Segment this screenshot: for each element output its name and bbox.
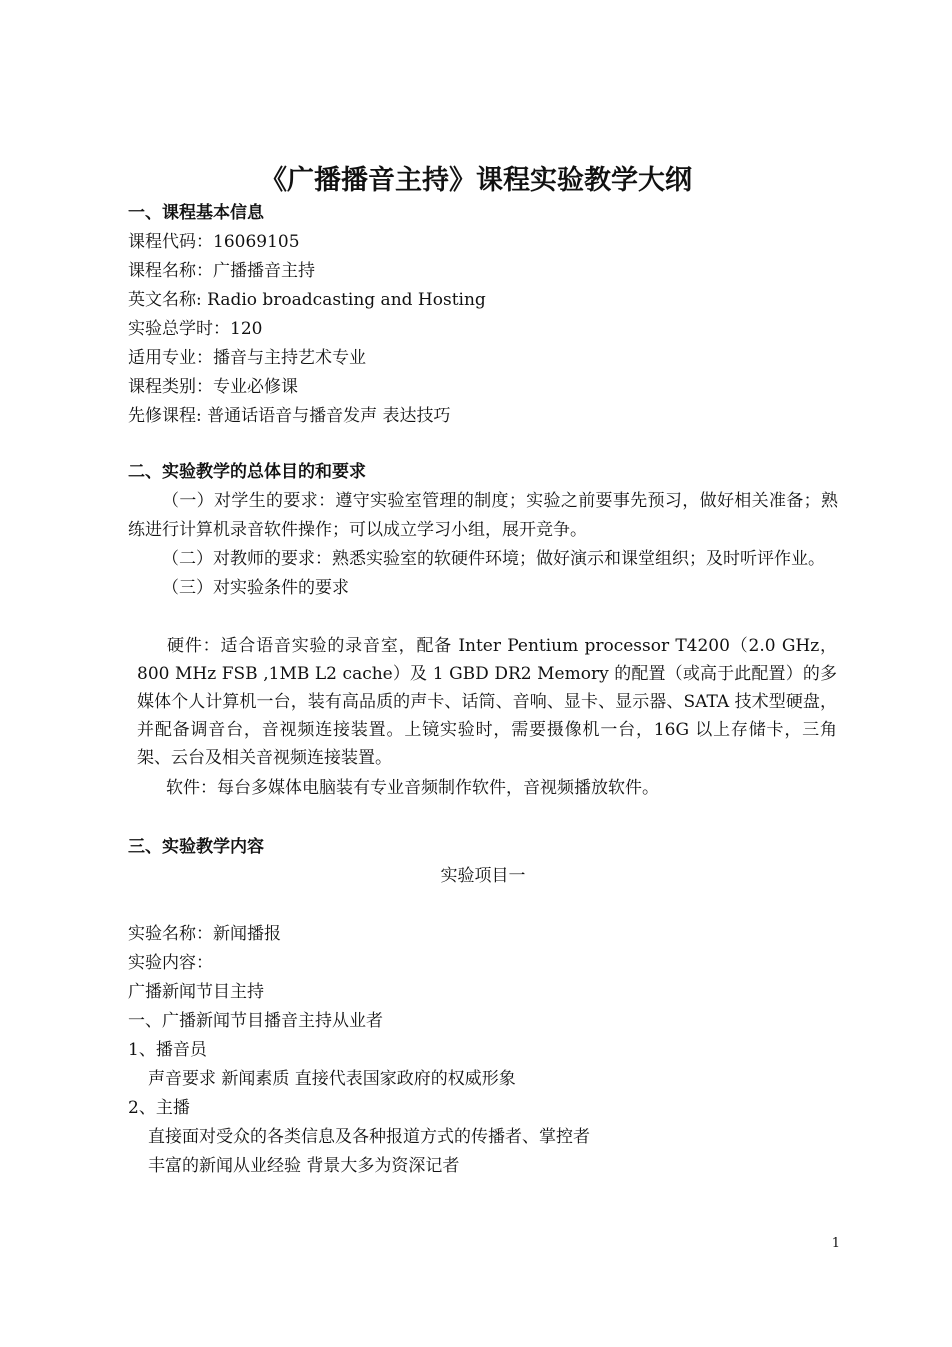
experiment-content-label: 实验内容： xyxy=(128,953,213,973)
prerequisites: 先修课程: 普通话语音与播音发声 表达技巧 xyxy=(128,406,451,426)
course-category: 课程类别：专业必修课 xyxy=(128,377,298,397)
anchor-detail-1: 直接面对受众的各类信息及各种报道方式的传播者、掌控者 xyxy=(148,1127,590,1147)
teacher-requirements: （二）对教师的要求：熟悉实验室的软硬件环境；做好演示和课堂组织；及时听评作业。 xyxy=(162,549,825,569)
page-number: 1 xyxy=(831,1236,840,1251)
section-heading: 一、课程基本信息 xyxy=(128,203,264,223)
announcer-detail: 声音要求 新闻素质 直接代表国家政府的权威形象 xyxy=(148,1069,516,1089)
section-content xyxy=(128,833,838,891)
experiment-details xyxy=(128,920,838,1181)
software-block xyxy=(128,774,838,803)
item-announcer: 1、播音员 xyxy=(128,1040,207,1060)
total-hours: 实验总学时：120 xyxy=(128,319,263,339)
experiment-name: 实验名称：新闻播报 xyxy=(128,924,281,944)
major: 适用专业：播音与主持艺术专业 xyxy=(128,348,366,368)
project-title: 实验项目一 xyxy=(440,866,526,886)
hardware-block xyxy=(137,632,837,772)
student-requirements: （一）对学生的要求：遵守实验室管理的制度；实验之前要事先预习，做好相关准备；熟练进行计算机录音软件操作；可以成立学习小组，展开竞争。 xyxy=(128,491,838,540)
item-anchor: 2、主播 xyxy=(128,1098,190,1118)
lab-conditions-heading: （三）对实验条件的要求 xyxy=(162,578,349,598)
course-name: 课程名称：广播播音主持 xyxy=(128,261,315,281)
section-goals xyxy=(128,458,838,603)
section-heading: 二、实验教学的总体目的和要求 xyxy=(128,462,366,482)
section-heading: 三、实验教学内容 xyxy=(128,837,264,857)
section-basic-info xyxy=(128,199,838,431)
document-title: 《广播播音主持》课程实验教学大纲 xyxy=(260,165,692,196)
subsection-heading: 一、广播新闻节目播音主持从业者 xyxy=(128,1011,383,1031)
hardware-paragraph: 硬件：适合语音实验的录音室，配备 Inter Pentium processor T4200（2.0 GHz，800 MHz FSB ,1MB L2 cache）及 1 GBD DR2 Memory 的配置（或高于此配置）的多媒体个人计算机一台，装有高品质的声卡、话筒、音响、显卡、显示器、SATA 技术型硬盘，并配备调音台，音视频连接装置。上镜实验时，需要摄像机一台，16G 以上存储卡，三角架、云台及相关音视频连接装置。 xyxy=(137,636,837,768)
anchor-detail-2: 丰富的新闻从业经验 背景大多为资深记者 xyxy=(148,1156,460,1176)
course-code: 课程代码：16069105 xyxy=(128,232,300,252)
english-name: 英文名称: Radio broadcasting and Hosting xyxy=(128,290,486,310)
topic-line: 广播新闻节目主持 xyxy=(128,982,264,1002)
software-paragraph: 软件：每台多媒体电脑装有专业音频制作软件，音视频播放软件。 xyxy=(166,778,659,798)
